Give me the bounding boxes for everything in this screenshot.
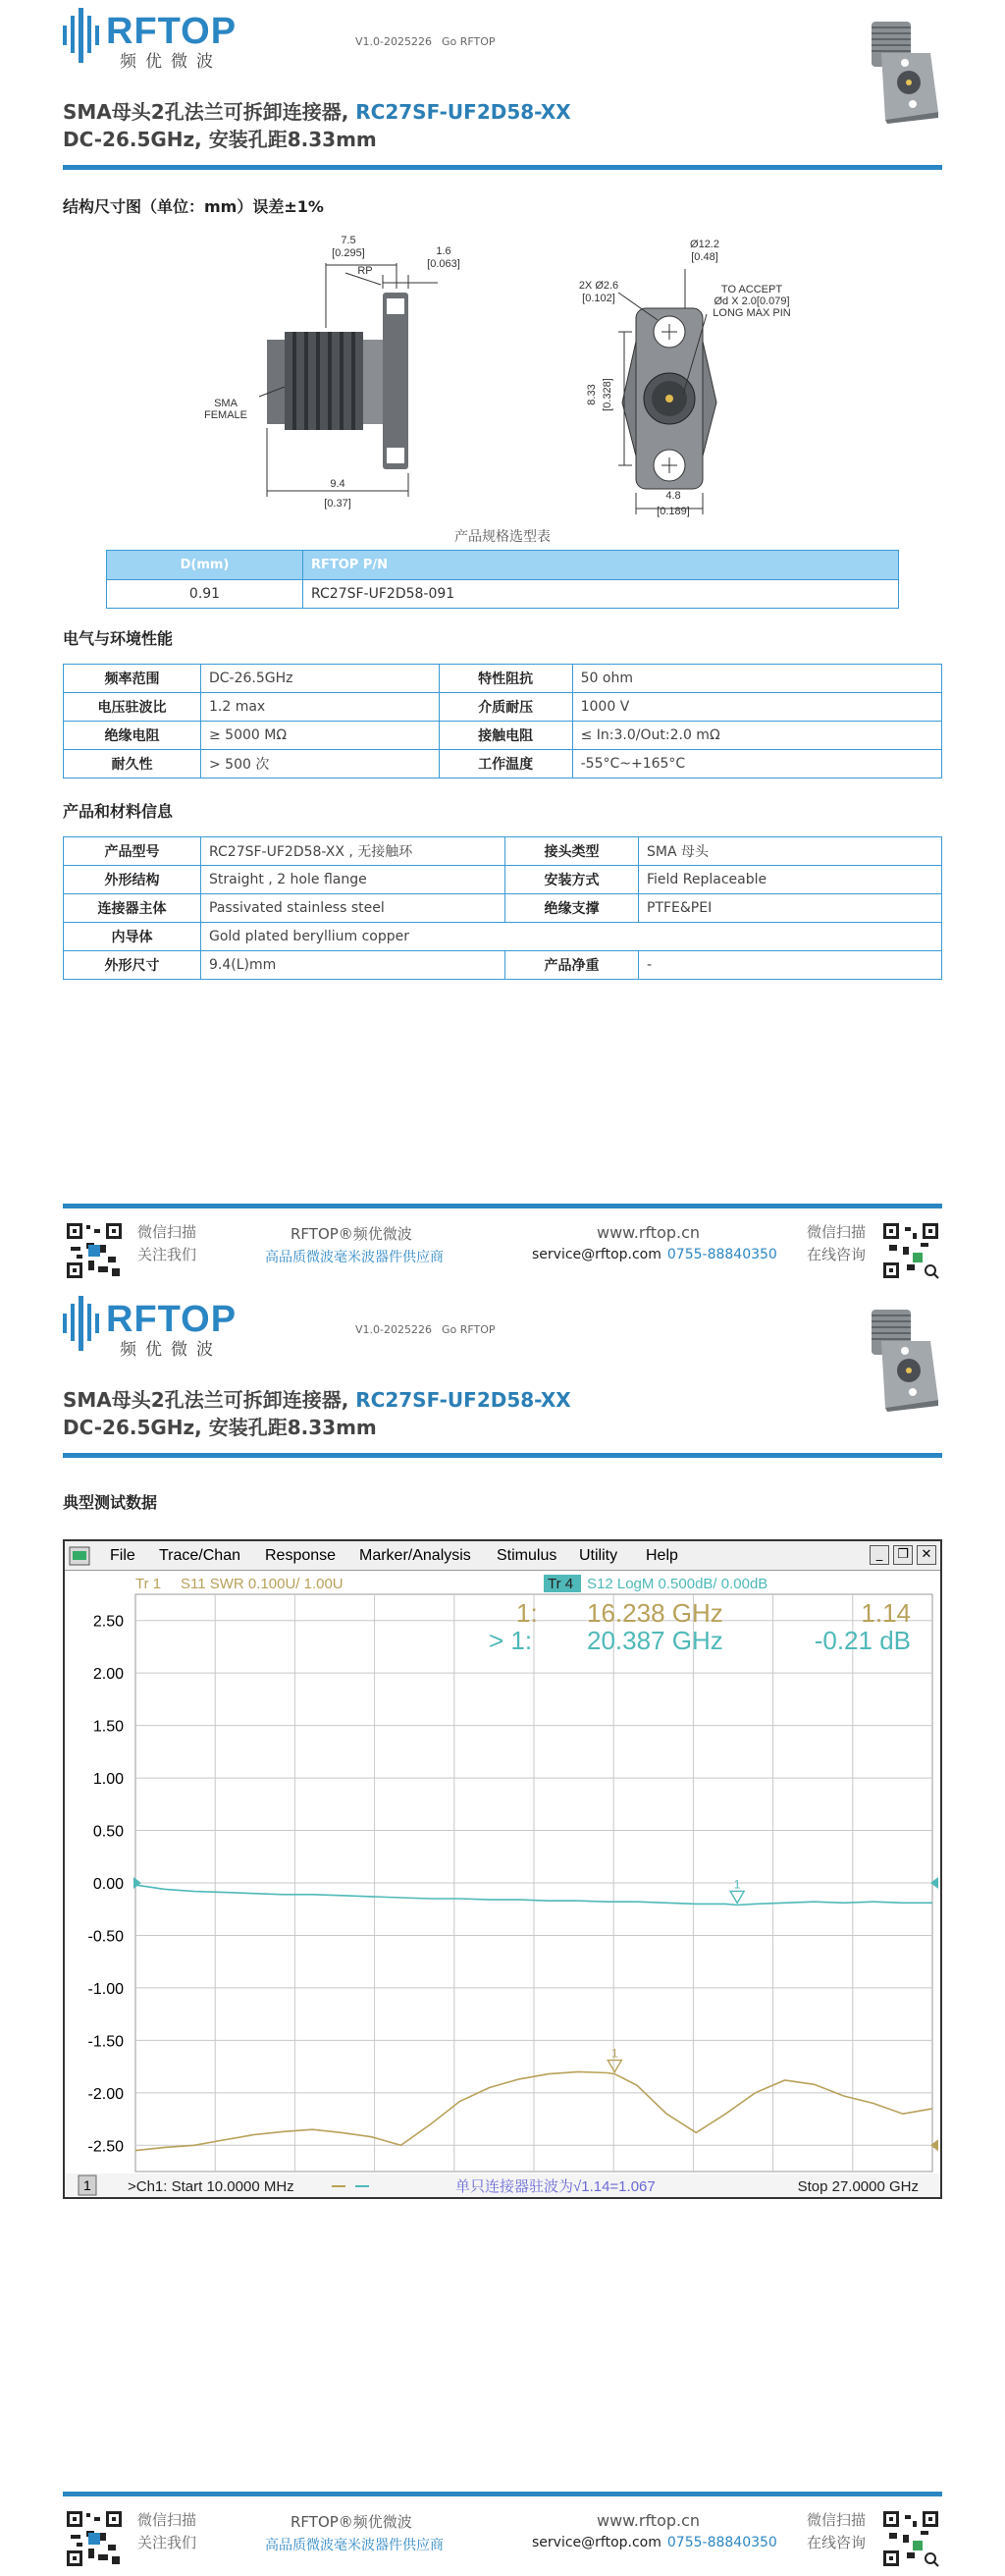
spec-value: Gold plated beryllium copper xyxy=(201,923,942,951)
electrical-section-title: 电气与环境性能 xyxy=(63,629,174,648)
spec-label: 绝缘支撑 xyxy=(505,894,639,923)
marker1-frequency: 16.238 GHz xyxy=(587,1598,723,1628)
spec-label: 接头类型 xyxy=(505,837,639,866)
table-row xyxy=(64,693,942,722)
table-row xyxy=(64,750,942,778)
minimize-icon[interactable]: _ xyxy=(870,1545,889,1565)
footer-email-link[interactable]: service@rftop.com xyxy=(532,1247,661,1262)
footer-scan-consult: 微信扫描 在线咨询 xyxy=(807,1223,867,1263)
footer-brand: RFTOP®频优微波 xyxy=(291,1225,412,1243)
marker1-label: 1: xyxy=(516,1598,538,1628)
svg-text:1.6: 1.6 xyxy=(436,245,451,257)
menu-trace-chan[interactable]: Trace/Chan xyxy=(159,1547,240,1564)
table-row xyxy=(64,923,942,951)
product-image xyxy=(822,14,950,124)
spec-value: -55°C~+165°C xyxy=(572,750,941,778)
vna-menubar xyxy=(65,1541,940,1571)
svg-text:[0.063]: [0.063] xyxy=(427,258,460,270)
test-section-title: 典型测试数据 xyxy=(63,1493,158,1512)
marker-number: 1 xyxy=(733,1877,741,1892)
svg-text:2X Ø2.6: 2X Ø2.6 xyxy=(578,280,619,292)
electrical-table xyxy=(63,664,942,778)
material-section-title: 产品和材料信息 xyxy=(63,802,174,821)
product-title: SMA母头2孔法兰可拆卸连接器, RC27SF-UF2D58-XX xyxy=(63,1388,571,1412)
qr-code-icon[interactable] xyxy=(881,2509,940,2568)
svg-text:7.5: 7.5 xyxy=(341,235,356,246)
footer-website-link[interactable]: www.rftop.cn xyxy=(597,2511,701,2530)
spec-label: 外形尺寸 xyxy=(64,951,201,980)
table-cell: RC27SF-UF2D58-091 xyxy=(303,580,899,609)
vswr-note: 单只连接器驻波为√1.14=1.067 xyxy=(455,2178,656,2195)
spec-value: ≥ 5000 MΩ xyxy=(201,722,440,750)
product-title: SMA母头2孔法兰可拆卸连接器, RC27SF-UF2D58-XX xyxy=(63,100,571,124)
version-info: V1.0-2025226 Go RFTOP xyxy=(355,35,496,48)
restore-icon[interactable]: ❐ xyxy=(893,1545,913,1565)
spec-value: PTFE&PEI xyxy=(639,894,942,923)
qr-code-icon[interactable] xyxy=(881,1221,940,1280)
svg-text:[0.189]: [0.189] xyxy=(657,506,690,517)
menu-file[interactable]: File xyxy=(110,1547,135,1564)
logo-subtitle: 频优微波 xyxy=(120,1340,222,1360)
spec-value: > 500 次 xyxy=(201,750,440,778)
footer-phone: 0755-88840350 xyxy=(666,1247,777,1262)
spec-label: 产品净重 xyxy=(505,951,639,980)
table-row xyxy=(64,894,942,923)
spec-value: 50 ohm xyxy=(572,665,941,693)
spec-label: 工作温度 xyxy=(439,750,572,778)
trace1-label: Tr 1 xyxy=(135,1576,162,1592)
footer-contact xyxy=(532,2535,777,2550)
svg-text:[0.37]: [0.37] xyxy=(324,498,351,510)
product-subtitle: DC-26.5GHz, 安装孔距8.33mm xyxy=(63,1416,377,1439)
svg-text:[0.48]: [0.48] xyxy=(691,251,718,263)
vna-app-icon xyxy=(69,1546,90,1566)
page-footer xyxy=(63,1204,942,1282)
material-table xyxy=(63,836,942,980)
footer-contact xyxy=(532,1247,777,1262)
table-row xyxy=(64,722,942,750)
spec-value: Straight , 2 hole flange xyxy=(201,866,505,894)
spec-label: 产品型号 xyxy=(64,837,201,866)
logo-text: RFTOP xyxy=(106,11,238,52)
header-cell: D(mm) xyxy=(107,551,303,580)
y-tick-label: -2.00 xyxy=(87,2085,124,2103)
vna-plot-area xyxy=(65,1571,940,2197)
selection-header-row xyxy=(107,551,899,580)
svg-text:FEMALE: FEMALE xyxy=(203,409,248,421)
menu-help[interactable]: Help xyxy=(646,1547,678,1564)
footer-brand: RFTOP®频优微波 xyxy=(291,2513,412,2531)
mechanical-drawing xyxy=(203,230,824,517)
qr-code-icon[interactable] xyxy=(65,2509,124,2568)
table-row xyxy=(64,837,942,866)
svg-text:RP: RP xyxy=(357,265,373,277)
trace1-desc: S11 SWR 0.100U/ 1.00U xyxy=(181,1576,344,1592)
svg-text:[0.295]: [0.295] xyxy=(332,247,365,259)
spec-value: SMA 母头 xyxy=(639,837,942,866)
svg-text:TO ACCEPT: TO ACCEPT xyxy=(720,284,783,295)
spec-label: 内导体 xyxy=(64,923,201,951)
table-row xyxy=(64,951,942,980)
svg-text:LONG MAX PIN: LONG MAX PIN xyxy=(713,307,791,319)
logo-text: RFTOP xyxy=(106,1299,238,1340)
spec-label: 绝缘电阻 xyxy=(64,722,201,750)
vna-screenshot xyxy=(63,1539,942,2199)
footer-scan-follow: 微信扫描 关注我们 xyxy=(137,1223,197,1263)
menu-utility[interactable]: Utility xyxy=(579,1547,618,1564)
start-frequency: >Ch1: Start 10.0000 MHz xyxy=(128,2178,294,2195)
footer-phone: 0755-88840350 xyxy=(666,2535,777,2550)
marker2-label: > 1: xyxy=(489,1626,533,1655)
selection-table xyxy=(106,550,899,609)
svg-text:[0.328]: [0.328] xyxy=(602,378,613,411)
spec-value: RC27SF-UF2D58-XX , 无接触环 xyxy=(201,837,505,866)
header-rule xyxy=(63,1453,942,1458)
product-subtitle: DC-26.5GHz, 安装孔距8.33mm xyxy=(63,128,377,151)
spec-label: 安装方式 xyxy=(505,866,639,894)
svg-text:9.4: 9.4 xyxy=(330,478,345,490)
header-cell: RFTOP P/N xyxy=(303,551,899,580)
svg-text:8.33: 8.33 xyxy=(586,384,598,405)
spec-label: 介质耐压 xyxy=(439,693,572,722)
footer-slogan: 高品质微波毫米波器件供应商 xyxy=(265,2538,444,2553)
footer-slogan: 高品质微波毫米波器件供应商 xyxy=(265,1250,444,1265)
channel-number: 1 xyxy=(83,2177,91,2193)
svg-text:Ød X 2.0[0.079]: Ød X 2.0[0.079] xyxy=(714,295,790,307)
spec-label: 电压驻波比 xyxy=(64,693,201,722)
spec-label: 频率范围 xyxy=(64,665,201,693)
marker2-value: -0.21 dB xyxy=(814,1626,911,1655)
spec-value: 9.4(L)mm xyxy=(201,951,505,980)
spec-value: - xyxy=(639,951,942,980)
spec-value: Passivated stainless steel xyxy=(201,894,505,923)
header-rule xyxy=(63,165,942,170)
stop-frequency: Stop 27.0000 GHz xyxy=(797,2178,919,2195)
table-row xyxy=(64,866,942,894)
table-row xyxy=(107,580,899,609)
marker1-value: 1.14 xyxy=(861,1598,911,1628)
logo-subtitle: 频优微波 xyxy=(120,52,222,72)
y-tick-label: -1.50 xyxy=(87,2033,124,2051)
footer-scan-consult: 微信扫描 在线咨询 xyxy=(807,2511,867,2551)
y-tick-label: 2.00 xyxy=(92,1666,124,1684)
qr-code-icon[interactable] xyxy=(65,1221,124,1280)
selection-caption: 产品规格选型表 xyxy=(454,529,551,545)
spec-value: 1000 V xyxy=(572,693,941,722)
drawing-section-title: 结构尺寸图（单位：mm）误差±1% xyxy=(63,197,324,216)
table-row xyxy=(64,665,942,693)
product-image xyxy=(822,1302,950,1412)
svg-text:Ø12.2: Ø12.2 xyxy=(690,239,719,250)
trace4-label: Tr 4 xyxy=(548,1576,574,1592)
spec-value: DC-26.5GHz xyxy=(201,665,440,693)
y-tick-label: 1.00 xyxy=(92,1771,124,1789)
footer-scan-follow: 微信扫描 关注我们 xyxy=(137,2511,197,2551)
marker2-frequency: 20.387 GHz xyxy=(587,1626,723,1655)
menu-response[interactable]: Response xyxy=(265,1547,337,1564)
y-tick-label: -0.50 xyxy=(87,1928,124,1946)
y-tick-label: 0.50 xyxy=(92,1823,124,1841)
datasheet-page-2 xyxy=(0,1288,1005,2576)
y-tick-label: 1.50 xyxy=(92,1718,124,1736)
svg-text:SMA: SMA xyxy=(214,398,238,409)
marker-number: 1 xyxy=(610,2046,618,2061)
spec-label: 外形结构 xyxy=(64,866,201,894)
spec-label: 特性阻抗 xyxy=(439,665,572,693)
y-tick-label: 2.50 xyxy=(92,1613,124,1631)
close-icon[interactable]: ✕ xyxy=(917,1545,936,1565)
svg-text:4.8: 4.8 xyxy=(665,490,681,502)
y-tick-label: 0.00 xyxy=(92,1876,124,1893)
page-footer xyxy=(63,2492,942,2570)
svg-text:[0.102]: [0.102] xyxy=(582,293,615,304)
spec-label: 连接器主体 xyxy=(64,894,201,923)
footer-website-link[interactable]: www.rftop.cn xyxy=(597,1223,701,1242)
spec-label: 接触电阻 xyxy=(439,722,572,750)
footer-email-link[interactable]: service@rftop.com xyxy=(532,2535,661,2550)
spec-value: Field Replaceable xyxy=(639,866,942,894)
spec-value: 1.2 max xyxy=(201,693,440,722)
trace4-desc: S12 LogM 0.500dB/ 0.00dB xyxy=(587,1576,768,1592)
menu-marker-analysis[interactable]: Marker/Analysis xyxy=(359,1547,471,1564)
table-cell: 0.91 xyxy=(107,580,303,609)
spec-value: ≤ In:3.0/Out:2.0 mΩ xyxy=(572,722,941,750)
menu-stimulus[interactable]: Stimulus xyxy=(497,1547,557,1564)
y-tick-label: -1.00 xyxy=(87,1980,124,1998)
version-info: V1.0-2025226 Go RFTOP xyxy=(355,1323,496,1336)
y-tick-label: -2.50 xyxy=(87,2138,124,2156)
spec-label: 耐久性 xyxy=(64,750,201,778)
